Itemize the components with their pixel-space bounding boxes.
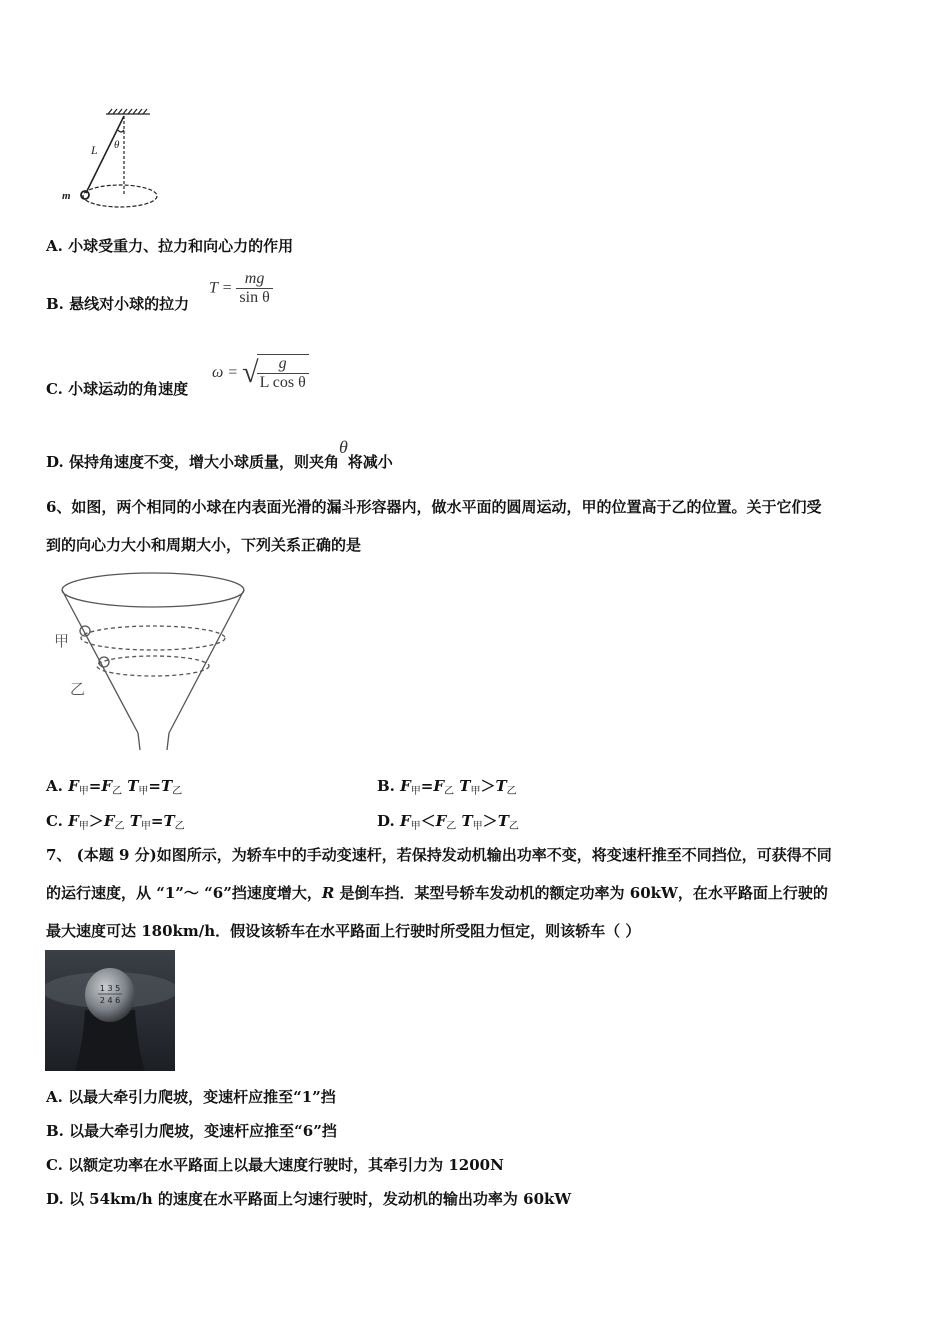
- shift-knob: [85, 968, 135, 1022]
- q6-stem: 6、如图，两个相同的小球在内表面光滑的漏斗形容器内，做水平面的圆周运动，甲的位置高于乙的位置。关于它们受 到的向心力大小和周期大小，下列关系正确的是: [46, 498, 822, 554]
- label-L: L: [91, 143, 98, 157]
- conical-pendulum-figure: [58, 108, 168, 218]
- gear-shift-photo: [45, 950, 175, 1071]
- funnel-figure: [52, 568, 252, 754]
- q5-option-c: C. 小球运动的角速度: [46, 380, 189, 398]
- q7-stem: 7、 (本题 9 分)如图所示，为轿车中的手动变速杆，若保持发动机输出功率不变，将变速杆推至不同挡位，可获得不同 的运行速度，从 “1”～ “6”挡速度增大，R 是倒车挡．某型号轿车发动机的额定功率为 60kW，在水平路面上行驶的 最大速度可达 180km/h．假设该轿车在水平路面上行驶时所受阻力恒定，则该轿车（ ）: [46, 846, 832, 940]
- q6-option-d: D. $F_甲<F_乙$ $T_甲>T_乙$: [377, 812, 519, 832]
- ceiling-hatch: [108, 109, 147, 114]
- funnel-spout-left: [138, 733, 140, 750]
- funnel-right-wall: [169, 590, 244, 733]
- label-m: m: [62, 190, 71, 202]
- q6-option-c: C. $F_甲>F_乙$ $T_甲=T_乙$: [46, 812, 185, 832]
- funnel-rim: [62, 573, 244, 607]
- label-jia: 甲: [54, 632, 70, 650]
- q5-option-c-formula: ω = √ $\frac{g}{\text{L cos θ}}$: [212, 354, 309, 392]
- q6-option-b: B. $F_甲=F_乙$ $T_甲>T_乙$: [377, 777, 517, 797]
- q5-option-d: D. 保持角速度不变，增大小球质量，则夹角θ将减小: [46, 437, 393, 471]
- q7-option-a: A. 以最大牵引力爬坡，变速杆应推至“1”挡: [46, 1088, 336, 1106]
- label-yi: 乙: [70, 680, 86, 698]
- knob-digits-bottom: 2 4 6: [99, 996, 121, 1005]
- funnel-spout-right: [167, 733, 169, 750]
- q5-option-b: B. 悬线对小球的拉力: [46, 295, 190, 313]
- orbit-yi: [97, 656, 209, 676]
- orbit-ellipse: [83, 185, 157, 207]
- funnel-left-wall: [62, 590, 138, 733]
- knob-digits-top: 1 3 5: [99, 984, 121, 993]
- q5-option-b-formula: T = $\frac{mg}{\text{sin θ}}$: [209, 270, 273, 307]
- label-theta: θ: [114, 139, 120, 151]
- q7-option-b: B. 以最大牵引力爬坡，变速杆应推至“6”挡: [46, 1122, 337, 1140]
- q5-option-a: A. 小球受重力、拉力和向心力的作用: [46, 237, 294, 255]
- q6-option-a: A. $F_甲=F_乙$ $T_甲=T_乙$: [46, 777, 183, 797]
- q7-option-c: C. 以额定功率在水平路面上以最大速度行驶时，其牵引力为 1200N: [46, 1156, 504, 1174]
- sqrt-sign: √: [242, 356, 259, 389]
- orbit-jia: [81, 626, 225, 650]
- angle-arc: [118, 130, 124, 132]
- q7-option-d: D. 以 54km/h 的速度在水平路面上匀速行驶时，发动机的输出功率为 60kW: [46, 1190, 572, 1208]
